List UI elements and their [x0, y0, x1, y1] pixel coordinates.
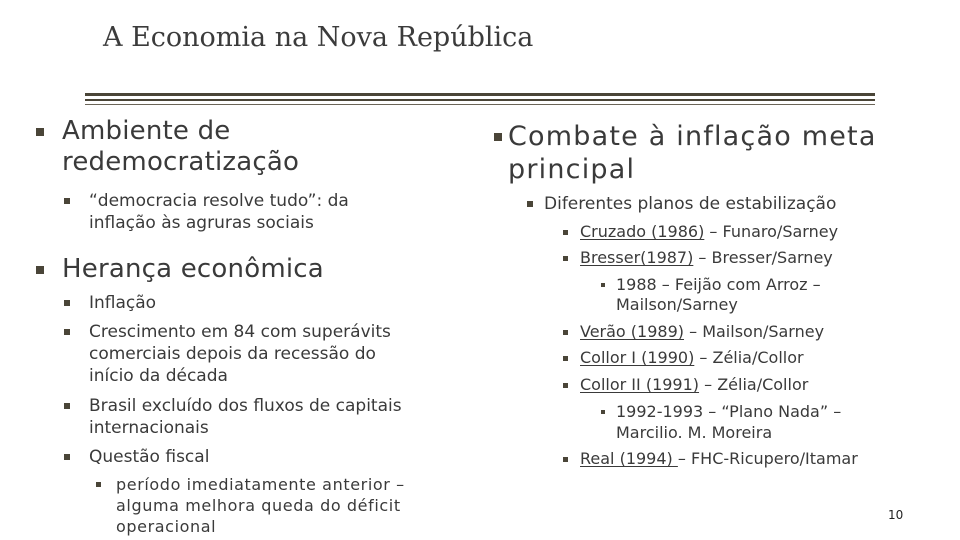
plan-verao-detail: – Mailson/Sarney — [684, 322, 825, 341]
square-bullet-icon — [494, 133, 502, 141]
plan-cruzado-detail: – Funaro/Sarney — [704, 222, 839, 241]
sub-periodo-line3: operacional — [116, 517, 217, 536]
square-bullet-icon — [563, 230, 568, 235]
page-number: 10 — [888, 508, 904, 522]
square-bullet-icon — [64, 198, 70, 204]
plan-bresser-sub-line2: Mailson/Sarney — [616, 295, 738, 314]
slide-title: A Economia na Nova República — [103, 22, 534, 53]
title-divider-middle — [85, 99, 875, 101]
plan-collor-1 — [580, 347, 804, 369]
bullet-ambiente-line2: redemocratização — [62, 147, 300, 177]
sub-diferentes-planos: Diferentes planos de estabilização — [544, 194, 837, 214]
square-bullet-icon — [563, 383, 568, 388]
plan-verao-link[interactable]: Verão (1989) — [580, 322, 685, 341]
square-bullet-icon — [64, 300, 70, 306]
sub-crescimento-line3: início da década — [89, 366, 228, 386]
title-divider-thin — [85, 104, 875, 105]
bullet-heranca: Herança econômica — [62, 254, 324, 284]
square-bullet-icon — [563, 457, 568, 462]
title-divider-thick — [85, 93, 875, 96]
square-bullet-icon — [64, 403, 70, 409]
plan-cruzado — [580, 221, 838, 243]
plan-bresser-sub-line1: 1988 – Feijão com Arroz – — [616, 275, 821, 294]
plan-collor-1-detail: – Zélia/Collor — [694, 348, 804, 367]
plan-cruzado-link[interactable]: Cruzado (1986) — [580, 222, 705, 241]
square-bullet-icon — [563, 256, 568, 261]
square-bullet-icon — [601, 283, 605, 287]
sub-inflacao: Inflação — [89, 293, 157, 313]
plan-bresser-link[interactable]: Bresser(1987) — [580, 248, 694, 267]
plan-real — [580, 448, 858, 470]
square-bullet-icon — [36, 128, 44, 136]
sub-crescimento-line2: comerciais depois da recessão do — [89, 344, 376, 364]
plan-collor-2-sub-line2: Marcilio. M. Moreira — [616, 423, 773, 442]
square-bullet-icon — [96, 482, 101, 487]
square-bullet-icon — [64, 454, 70, 460]
square-bullet-icon — [64, 329, 70, 335]
plan-bresser-detail: – Bresser/Sarney — [693, 248, 833, 267]
plan-real-link[interactable]: Real (1994) — [580, 449, 678, 468]
square-bullet-icon — [527, 201, 533, 207]
sub-brasil-line1: Brasil excluído dos fluxos de capitais — [89, 396, 402, 416]
plan-verao — [580, 321, 824, 343]
plan-bresser — [580, 247, 833, 269]
plan-real-detail: – FHC-Ricupero/Itamar — [677, 449, 858, 468]
sub-questao-fiscal: Questão fiscal — [89, 447, 210, 467]
plan-collor-1-link[interactable]: Collor I (1990) — [580, 348, 695, 367]
square-bullet-icon — [563, 330, 568, 335]
square-bullet-icon — [36, 266, 44, 274]
sub-crescimento-line1: Crescimento em 84 com superávits — [89, 322, 391, 342]
plan-collor-2-link[interactable]: Collor II (1991) — [580, 375, 700, 394]
square-bullet-icon — [563, 356, 568, 361]
plan-collor-2-sub-line1: 1992-1993 – “Plano Nada” – — [616, 402, 842, 421]
sub-democracia-line1: “democracia resolve tudo”: da — [89, 191, 349, 211]
bullet-combate-line2: principal — [508, 154, 636, 185]
bullet-combate-line1: Combate à inflação meta — [508, 121, 877, 152]
sub-periodo-line2: alguma melhora queda do déficit — [116, 496, 401, 515]
plan-collor-2-detail: – Zélia/Collor — [699, 375, 809, 394]
sub-brasil-line2: internacionais — [89, 418, 209, 438]
square-bullet-icon — [601, 410, 605, 414]
plan-collor-2 — [580, 374, 808, 396]
sub-democracia-line2: inflação às agruras sociais — [89, 213, 314, 233]
sub-periodo-line1: período imediatamente anterior – — [116, 475, 405, 494]
bullet-ambiente-line1: Ambiente de — [62, 116, 231, 146]
